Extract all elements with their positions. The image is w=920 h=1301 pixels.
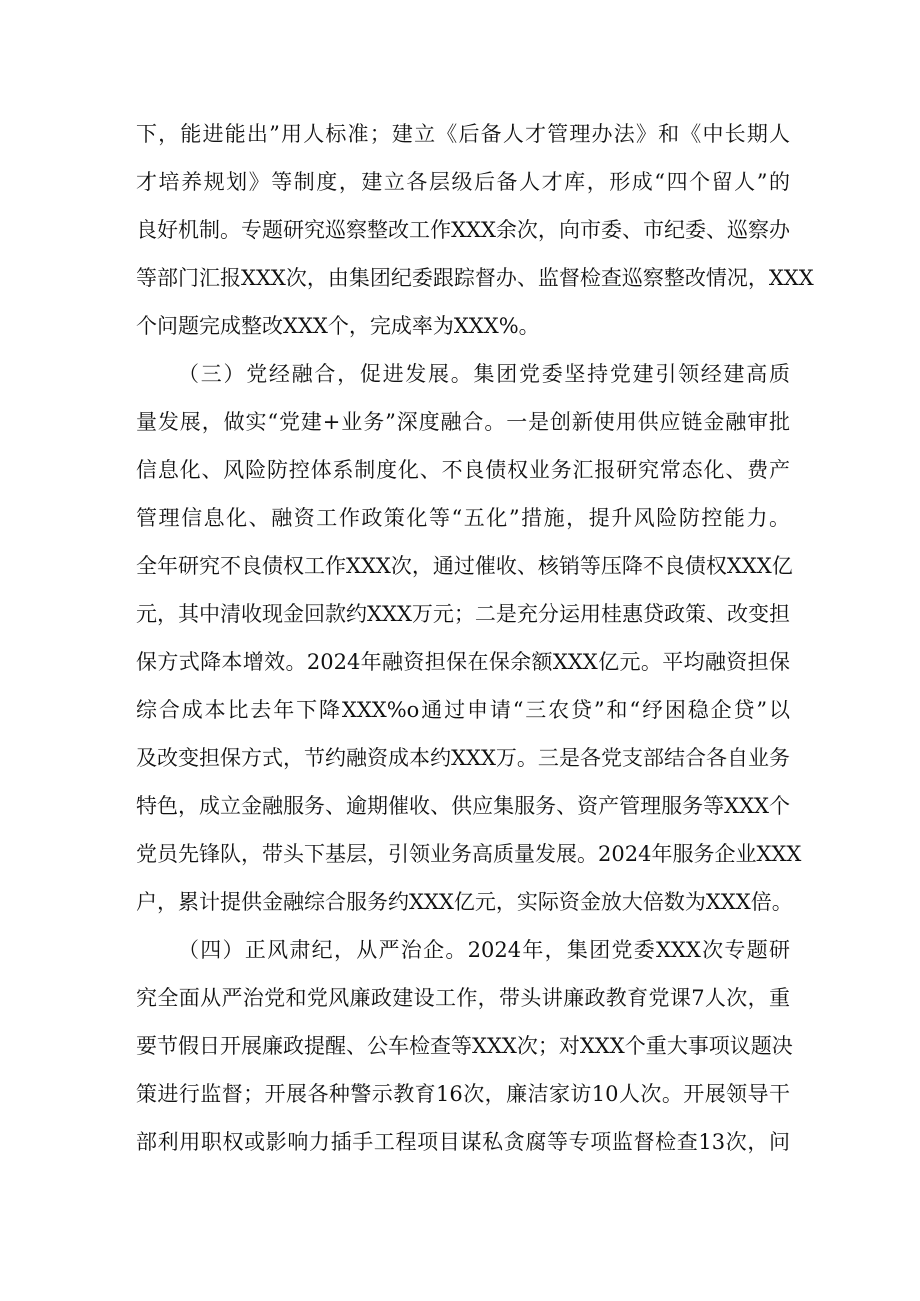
text-line: 良好机制。专题研究巡察整改工作XXX余次，向市委、市纪委、巡察办 <box>136 218 790 242</box>
text-line: 户，累计提供金融综合服务约XXX亿元，实际资金放大倍数为XXX倍。 <box>136 890 793 914</box>
text-line: 要节假日开展廉政提醒、公车检查等XXX次；对XXX个重大事项议题决 <box>136 1034 793 1058</box>
text-line: 特色，成立金融服务、逾期催收、供应集服务、资产管理服务等XXX个 <box>136 794 790 818</box>
text-line: 等部门汇报XXX次，由集团纪委跟踪督办、监督检查巡察整改情况，XXX <box>136 266 814 290</box>
text-line: 个问题完成整改XXX个，完成率为XXX%。 <box>136 314 540 338</box>
text-line: 信息化、风险防控体系制度化、不良债权业务汇报研究常态化、费产 <box>136 458 790 482</box>
text-line: 及改变担保方式，节约融资成本约XXX万。三是各党支部结合各自业务 <box>136 746 790 770</box>
text-line: 部利用职权或影响力插手工程项目谋私贪腐等专项监督检查13次，问 <box>136 1130 790 1154</box>
text-line: 党员先锋队，带头下基层，引领业务高质量发展。2024年服务企业XXX <box>136 842 802 866</box>
section-heading-line: （三）党经融合，促进发展。集团党委坚持党建引领经建高质 <box>178 362 790 386</box>
text-line: 策进行监督；开展各种警示教育16次，廉洁家访10人次。开展领导干 <box>136 1082 790 1106</box>
text-line: 究全面从严治党和党风廉政建设工作，带头讲廉政教育党课7人次，重 <box>136 986 790 1010</box>
text-line: 综合成本比去年下降XXX%o通过申请“三农贷”和“纾困稳企贷”以 <box>136 698 790 722</box>
text-line: 下，能进能出”用人标准；建立《后备人才管理办法》和《中长期人 <box>136 122 790 146</box>
text-line: 保方式降本增效。2024年融资担保在保余额XXX亿元。平均融资担保 <box>136 650 790 674</box>
text-line: 才培养规划》等制度，建立各层级后备人才库，形成“四个留人”的 <box>136 170 790 194</box>
section-heading-line: （四）正风肃纪，从严治企。2024年，集团党委XXX次专题研 <box>178 938 790 962</box>
text-line: 量发展，做实“党建+业务”深度融合。一是创新使用供应链金融审批 <box>136 410 790 434</box>
text-line: 元，其中清收现金回款约XXX万元；二是充分运用桂惠贷政策、改变担 <box>136 602 790 626</box>
text-line: 管理信息化、融资工作政策化等“五化”措施，提升风险防控能力。 <box>136 506 790 530</box>
text-line: 全年研究不良债权工作XXX次，通过催收、核销等压降不良债权XXX亿 <box>136 554 793 578</box>
